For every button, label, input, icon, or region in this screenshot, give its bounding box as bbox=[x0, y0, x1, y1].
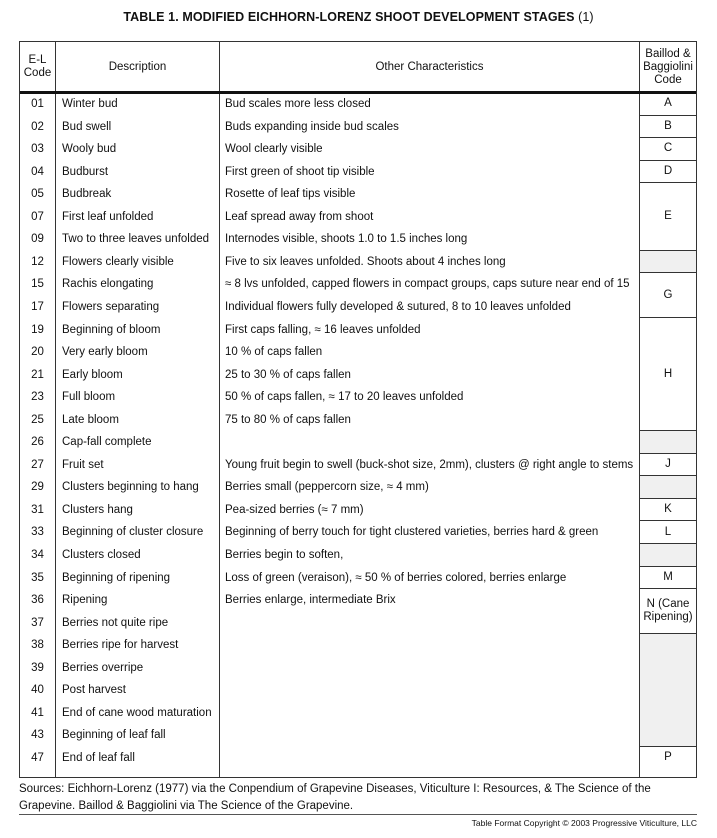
table-title bbox=[0, 10, 717, 24]
description-cell: Budburst bbox=[62, 165, 109, 178]
bb-code-cell bbox=[640, 161, 696, 184]
description-cell: First leaf unfolded bbox=[62, 210, 154, 223]
characteristics-cell: Loss of green (veraison), ≈ 50 % of berries colored, berries enlarge bbox=[225, 571, 567, 584]
bb-code-empty-cell bbox=[640, 634, 696, 747]
el-code-cell: 47 bbox=[31, 751, 44, 764]
el-code-cell: 02 bbox=[31, 120, 44, 133]
bb-code-cell bbox=[640, 319, 696, 432]
description-cell: End of leaf fall bbox=[62, 751, 135, 764]
table-title-main: TABLE 1. MODIFIED EICHHORN-LORENZ SHOOT DEVELOPMENT STAGES bbox=[123, 10, 575, 24]
el-code-cell: 03 bbox=[31, 143, 44, 156]
el-code-cell: 36 bbox=[31, 594, 44, 607]
bb-code-label: C bbox=[663, 142, 673, 155]
characteristics-cell: Wool clearly visible bbox=[225, 143, 323, 156]
header-description: Description bbox=[108, 60, 167, 73]
el-code-cell: 33 bbox=[31, 526, 44, 539]
bb-code-label: G bbox=[663, 288, 673, 301]
el-code-cell: 23 bbox=[31, 391, 44, 404]
el-code-cell: 09 bbox=[31, 233, 44, 246]
characteristics-cell: 50 % of caps fallen, ≈ 17 to 20 leaves unfolded bbox=[225, 391, 464, 404]
column-divider bbox=[219, 42, 220, 777]
bb-code-label: K bbox=[664, 503, 672, 516]
description-cell: Budbreak bbox=[62, 188, 112, 201]
el-code-cell: 04 bbox=[31, 165, 44, 178]
el-code-cell: 15 bbox=[31, 278, 44, 291]
description-cell: Beginning of cluster closure bbox=[62, 526, 204, 539]
bb-code-cell bbox=[640, 521, 696, 544]
header-other-characteristics: Other Characteristics bbox=[375, 60, 484, 73]
description-cell: Two to three leaves unfolded bbox=[62, 233, 210, 246]
description-cell: Wooly bud bbox=[62, 143, 117, 156]
copyright-note: Table Format Copyright © 2003 Progressive Viticulture, LLC bbox=[471, 818, 697, 828]
description-cell: Berries not quite ripe bbox=[62, 616, 169, 629]
bb-code-label: A bbox=[664, 97, 672, 110]
description-cell: Beginning of bloom bbox=[62, 323, 161, 336]
bb-code-cell bbox=[640, 273, 696, 318]
el-code-cell: 41 bbox=[31, 706, 44, 719]
characteristics-cell: Pea-sized berries (≈ 7 mm) bbox=[225, 503, 364, 516]
description-cell: Berries ripe for harvest bbox=[62, 639, 179, 652]
description-cell: Early bloom bbox=[62, 368, 123, 381]
sources-note: Sources: Eichhorn-Lorenz (1977) via the Conpendium of Grapevine Diseases, Viticulture I: Resources, & The Science of the Grapevine. Baillod & Baggiolini via The Science of the Grapevine. bbox=[19, 783, 651, 812]
description-cell: Clusters hang bbox=[62, 503, 133, 516]
characteristics-cell: ≈ 8 lvs unfolded, capped flowers in compact groups, caps suture near end of 15 bbox=[225, 278, 630, 291]
el-code-cell: 26 bbox=[31, 436, 44, 449]
characteristics-cell: Young fruit begin to swell (buck-shot size, 2mm), clusters @ right angle to stems bbox=[225, 458, 634, 471]
el-code-cell: 38 bbox=[31, 639, 44, 652]
el-code-cell: 19 bbox=[31, 323, 44, 336]
el-code-cell: 39 bbox=[31, 661, 44, 674]
characteristics-cell: Bud scales more less closed bbox=[225, 98, 371, 110]
el-code-cell: 07 bbox=[31, 210, 44, 223]
description-cell: Rachis elongating bbox=[62, 278, 154, 291]
characteristics-cell: Leaf spread away from shoot bbox=[225, 210, 374, 223]
bb-code-label: N (Cane Ripening) bbox=[643, 598, 693, 624]
characteristics-cell: Individual flowers fully developed & sutured, 8 to 10 leaves unfolded bbox=[225, 300, 571, 313]
characteristics-cell: Berries small (peppercorn size, ≈ 4 mm) bbox=[225, 481, 429, 494]
shoot-development-table bbox=[19, 41, 697, 778]
bb-code-cell bbox=[640, 589, 696, 634]
description-cell: Beginning of ripening bbox=[62, 571, 171, 584]
bb-code-empty-cell bbox=[640, 544, 696, 567]
el-code-cell: 21 bbox=[31, 368, 44, 381]
bb-code-label: J bbox=[665, 458, 671, 471]
bb-code-cell bbox=[640, 499, 696, 522]
bb-code-label: D bbox=[663, 164, 673, 177]
description-cell: Clusters beginning to hang bbox=[62, 481, 199, 494]
description-cell: Clusters closed bbox=[62, 549, 141, 561]
description-cell: Late bloom bbox=[62, 413, 119, 426]
bb-code-cell bbox=[640, 93, 696, 116]
characteristics-cell: Berries enlarge, intermediate Brix bbox=[225, 594, 396, 607]
description-cell: Ripening bbox=[62, 594, 108, 607]
bb-code-empty-cell bbox=[640, 431, 696, 454]
el-code-cell: 12 bbox=[31, 255, 44, 268]
characteristics-cell: Internodes visible, shoots 1.0 to 1.5 inches long bbox=[225, 233, 468, 246]
bb-code-cell bbox=[640, 183, 696, 251]
table-title-footnote: (1) bbox=[578, 10, 594, 24]
characteristics-cell: 75 to 80 % of caps fallen bbox=[225, 413, 351, 426]
el-code-cell: 05 bbox=[31, 188, 44, 201]
footer-rule bbox=[19, 814, 697, 815]
bb-code-label: E bbox=[664, 210, 672, 222]
description-cell: Berries overripe bbox=[62, 661, 144, 674]
bb-code-label: M bbox=[663, 570, 673, 583]
characteristics-cell: 10 % of caps fallen bbox=[225, 346, 323, 359]
bb-code-empty-cell bbox=[640, 476, 696, 499]
description-cell: Flowers clearly visible bbox=[62, 255, 174, 268]
el-code-cell: 31 bbox=[31, 503, 44, 516]
bb-code-cell bbox=[640, 567, 696, 590]
characteristics-cell: Beginning of berry touch for tight clustered varieties, berries hard & green bbox=[225, 526, 599, 539]
description-cell: Flowers separating bbox=[62, 300, 160, 313]
characteristics-cell: 25 to 30 % of caps fallen bbox=[225, 368, 351, 381]
characteristics-cell: First green of shoot tip visible bbox=[225, 165, 375, 178]
el-code-cell: 40 bbox=[31, 684, 44, 697]
description-cell: Post harvest bbox=[62, 684, 126, 697]
characteristics-cell: Rosette of leaf tips visible bbox=[225, 188, 356, 201]
header-el-code: E-L Code bbox=[23, 54, 52, 79]
description-cell: End of cane wood maturation bbox=[62, 706, 212, 719]
characteristics-cell: Buds expanding inside bud scales bbox=[225, 120, 399, 133]
characteristics-cell: First caps falling, ≈ 16 leaves unfolded bbox=[225, 323, 421, 336]
bb-code-empty-cell bbox=[640, 251, 696, 274]
description-cell: Winter bud bbox=[62, 98, 118, 110]
description-cell: Beginning of leaf fall bbox=[62, 729, 166, 742]
el-code-cell: 37 bbox=[31, 616, 44, 629]
description-cell: Fruit set bbox=[62, 458, 104, 471]
el-code-cell: 20 bbox=[31, 346, 44, 359]
bb-code-cell bbox=[640, 138, 696, 161]
bb-code-label: B bbox=[664, 119, 672, 132]
bb-code-cell bbox=[640, 116, 696, 139]
bb-code-cell bbox=[640, 454, 696, 477]
description-cell: Full bloom bbox=[62, 391, 116, 404]
el-code-cell: 17 bbox=[31, 300, 44, 313]
description-cell: Very early bloom bbox=[62, 346, 148, 359]
bb-code-label: P bbox=[664, 750, 672, 763]
bb-code-label: L bbox=[664, 525, 672, 538]
characteristics-cell: Berries begin to soften, bbox=[225, 549, 344, 561]
description-cell: Cap-fall complete bbox=[62, 436, 152, 449]
el-code-cell: 25 bbox=[31, 413, 44, 426]
el-code-cell: 27 bbox=[31, 458, 44, 471]
el-code-cell: 01 bbox=[31, 98, 44, 110]
el-code-cell: 29 bbox=[31, 481, 44, 494]
el-code-cell: 43 bbox=[31, 729, 44, 742]
el-code-cell: 35 bbox=[31, 571, 44, 584]
characteristics-cell: Five to six leaves unfolded. Shoots about 4 inches long bbox=[225, 255, 506, 268]
bb-code-cell bbox=[640, 747, 696, 776]
description-cell: Bud swell bbox=[62, 120, 112, 133]
header-bb-code: Baillod & Baggiolini Code bbox=[643, 47, 693, 86]
bb-code-label: H bbox=[663, 367, 673, 380]
el-code-cell: 34 bbox=[31, 549, 44, 561]
column-divider bbox=[55, 42, 56, 777]
